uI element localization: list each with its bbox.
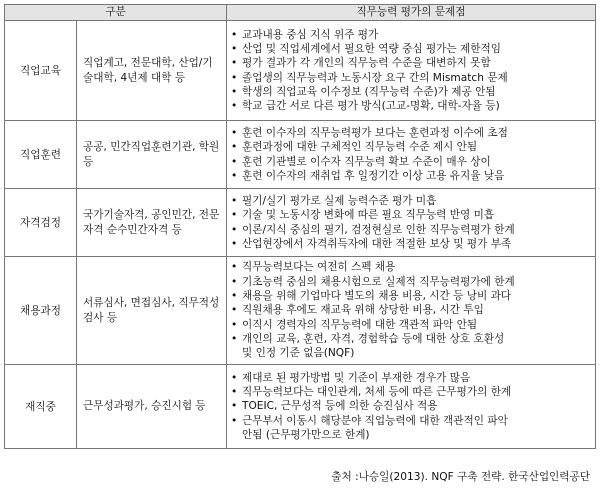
row-problems [227,365,596,449]
row-institutions: 근무성과평가, 승진시험 등 [77,365,227,449]
row-institutions: 직업계고, 전문대학, 산업/기술대학, 4년제 대학 등 [77,21,227,121]
row-category: 채용과정 [5,257,77,365]
problem-item: • 직무능력보다는 여전히 스펙 채용 [231,260,593,274]
problem-item-continued: 및 인정 기준 없음(NQF) [242,347,355,360]
problem-item-continued: 안됨 (근무평가만으로 한계) [242,428,370,441]
problem-item: • 이론/지식 중심의 필기, 검정현실로 인한 직무능력평가 한계 [231,223,593,237]
problem-item: • 평가 결과가 각 개인의 직무능력 수준을 대변하지 못함 [231,56,593,70]
problems-table [4,4,596,449]
row-category: 재직중 [5,365,77,449]
problem-item: • 제대로 된 평가방법 및 기준이 부재한 경우가 많음 [231,371,593,385]
problem-item: • 개인의 교육, 훈련, 자격, 경험학습 등에 대한 상호 호환성 [231,332,593,346]
problem-item: • 직무능력보다는 대인관계, 처세 등에 따른 근무평가의 한계 [231,385,593,399]
row-institutions: 서류심사, 면접심사, 직무적성검사 등 [77,257,227,365]
table-row [5,121,596,189]
problem-item: • 기초능력 중심의 채용시험으로 실제적 직무능력평가에 한계 [231,275,593,289]
row-institutions: 공공, 민간직업훈련기관, 학원 등 [77,121,227,189]
problem-item: • 산업현장에서 자격취득자에 대한 적절한 보상 및 평가 부족 [231,237,593,251]
problem-item: • 졸업생의 직무능력과 노동시장 요구 간의 Mismatch 문제 [231,71,593,85]
problem-item: • 근무부서 이동시 해당분야 직업능력에 대한 객관적인 파악 [231,414,593,428]
row-problems [227,257,596,365]
problem-item: • 산업 및 직업세계에서 필요한 역량 중심 평가는 제한적임 [231,42,593,56]
row-problems [227,121,596,189]
problem-item: • 학교 급간 서로 다른 평가 방식(고교-명확, 대학-자율 등) [231,99,593,113]
problem-item: • 훈련 기관별로 이수자 직무능력 확보 수준이 매우 상이 [231,155,593,169]
table-row [5,189,596,257]
row-category: 자격검정 [5,189,77,257]
row-institutions: 국가기술자격, 공인민간, 전문자격 순수민간자격 등 [77,189,227,257]
row-problems [227,21,596,121]
problem-item: • 이직시 경력자의 직무능력에 대한 객관적 파악 안됨 [231,318,593,332]
table-header-row [5,5,596,21]
table-row [5,365,596,449]
problem-item: • 훈련 이수자의 재취업 후 일정기간 이상 고용 유지율 낮음 [231,169,593,183]
problem-item: • 훈련과정에 대한 구체적인 직무능력 수준 제시 안됨 [231,140,593,154]
header-category: 구분 [5,5,227,21]
row-category: 직업훈련 [5,121,77,189]
row-problems [227,189,596,257]
table-row [5,257,596,365]
source-citation: 출처 :나승일(2013). NQF 구축 전략. 한국산업인력공단 [331,471,590,483]
problem-item: • 기술 및 노동시장 변화에 따른 필요 직무능력 반영 미흡 [231,208,593,222]
problem-item: • 학생의 직업교육 이수정보 (직무능력 수준)가 제공 안됨 [231,85,593,99]
problem-item: • 교과내용 중심 지식 위주 평가 [231,28,593,42]
header-problems: 직무능력 평가의 문제점 [227,5,596,21]
problem-item: • 직원채용 후에도 재교육 위해 상당한 비용, 시간 투입 [231,303,593,317]
problem-item: • TOEIC, 근무성적 등에 의한 승진심사 적용 [231,399,593,413]
problem-item: • 채용을 위해 기업마다 별도의 채용 비용, 시간 등 낭비 과다 [231,289,593,303]
row-category: 직업교육 [5,21,77,121]
table-row [5,21,596,121]
problem-item: • 훈련 이수자의 직무능력평가 보다는 훈련과정 이수에 초점 [231,126,593,140]
problem-item: • 필기/실기 평가로 실제 능력수준 평가 미흡 [231,194,593,208]
